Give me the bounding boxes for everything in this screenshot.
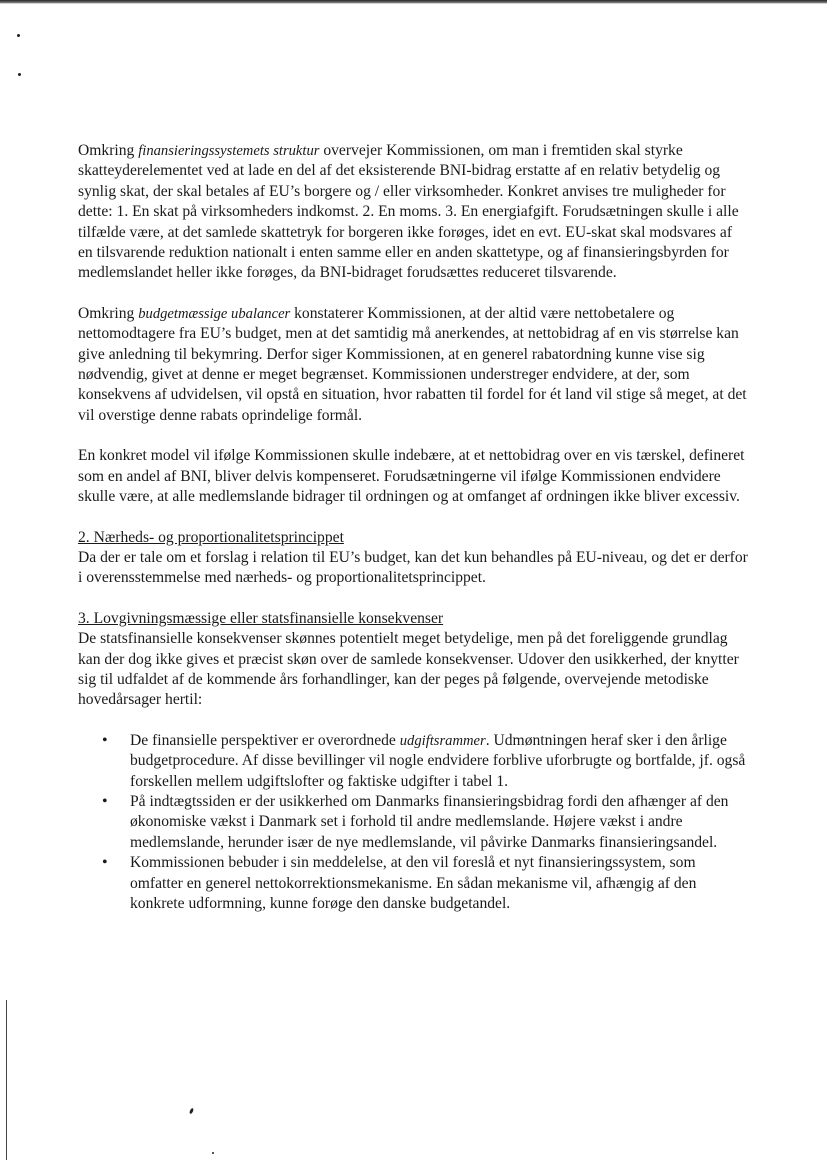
scan-speck <box>17 34 20 37</box>
section-subsidiarity <box>78 528 748 589</box>
paragraph-concrete-model: En konkret model vil ifølge Kommissionen skulle indebære, at et nettobidrag over en vis tærskel, defineret som en andel af BNI, bliver delvis kompenseret. Forudsætningerne vil ifølge Kommissionen endvidere skulle være, at alle medlemslande bidrager til ordningen og at omfanget af ordningen ikke bliver excessiv. <box>78 447 745 506</box>
paragraph-budget-imbalances: Omkring budgetmæssige ubalancer konstaterer Kommissionen, at der altid være nettobetalere og nettomodtagere fra EU’s budget, men at det samtidig må anerkendes, at nettobidrag af en vis størrelse kan give anledning til bekymring. Derfor siger Kommissionen, at en generel rabatordning kunne vise sig nødvendig, givet at denne er meget begrænset. Kommissionen understreger endvidere, at der, som konsekvens af udvidelsen, vil opstå en situation, hvor rabatten til fordel for ét land vil stige så meget, at det vil overstige denne rabats oprindelige formål. <box>78 304 747 424</box>
document-page <box>78 141 748 914</box>
scan-speck <box>18 73 21 76</box>
scan-edge-top <box>0 0 827 4</box>
italic-term: finansieringssystemets struktur <box>138 143 320 159</box>
section-text: Da der er tale om et forslag i relation til EU’s budget, kan det kun behandles på EU-niveau, og det er derfor i overensstemmelse med nærheds- og proportionalitetsprincippet. <box>78 548 748 587</box>
section-consequences <box>78 609 748 915</box>
paragraph-financing-structure: Omkring finansieringssystemets struktur overvejer Kommissionen, om man i fremtiden skal styrke skatteyderelementet ved at lade en del af det eksisterende BNI-bidrag erstatte af en relativ betydelig og synlig skat, der skal betales af EU’s borgere og / eller virksomheder. Konkret anvises tre muligheder for dette: 1. En skat på virksomheders indkomst. 2. En moms. 3. En energiafgift. Forudsætningen skulle i alle tilfælde være, at det samlede skattetryk for borgeren ikke forøges, idet en evt. EU-skat skal modsvares af en tilsvarende reduktion nationalt i enten samme eller en anden skattetype, og af finansieringsbyrden for medlemslandet heller ikke forøges, da BNI-bidraget forudsættes reduceret tilsvarende. <box>78 142 739 282</box>
scan-speck <box>212 1152 214 1154</box>
scan-edge-left <box>6 1000 7 1160</box>
list-item: • De finansielle perspektiver er overordnede udgiftsrammer. Udmøntningen heraf sker i den årlige budgetprocedure. Af disse bevillinger vil nogle endvidere forblive uforbrugte og bortfalde, jf. også forskellen mellem udgiftslofter og faktiske udgifter i tabel 1. <box>130 731 748 792</box>
section-text: De statsfinansielle konsekvenser skønnes potentielt meget betydelige, men på det foreliggende grundlag kan der dog ikke gives et præcist skøn over de samlede konsekvenser. Udover den usikkerhed, der knytter sig til udfaldet af de kommende års forhandlinger, kan der peges på følgende, overvejende metodiske hovedårsager hertil: <box>78 630 739 709</box>
scan-speck <box>189 1108 194 1115</box>
list-item: • På indtægtssiden er der usikkerhed om Danmarks finansieringsbidrag fordi den afhænger af den økonomiske vækst i Danmark set i forhold til andre medlemslande. Højere vækst i andre medlemslande, herunder især de nye medlemslande, vil påvirke Danmarks finansieringsandel. <box>130 792 748 853</box>
bullet-list <box>78 731 748 915</box>
italic-term: budgetmæssige ubalancer <box>138 305 291 322</box>
list-item: • Kommissionen bebuder i sin meddelelse, at den vil foreslå et nyt finansieringssystem, som omfatter en generel nettokorrektionsmekanisme. En sådan mekanisme vil, afhængig af den konkrete udformning, kunne forøge den danske budgetandel. <box>130 853 748 914</box>
section-heading: 3. Lovgivningsmæssige eller statsfinansielle konsekvenser <box>78 609 444 627</box>
section-heading: 2. Nærheds- og proportionalitetsprincippet <box>78 528 344 546</box>
italic-term: udgiftsrammer <box>399 732 486 749</box>
